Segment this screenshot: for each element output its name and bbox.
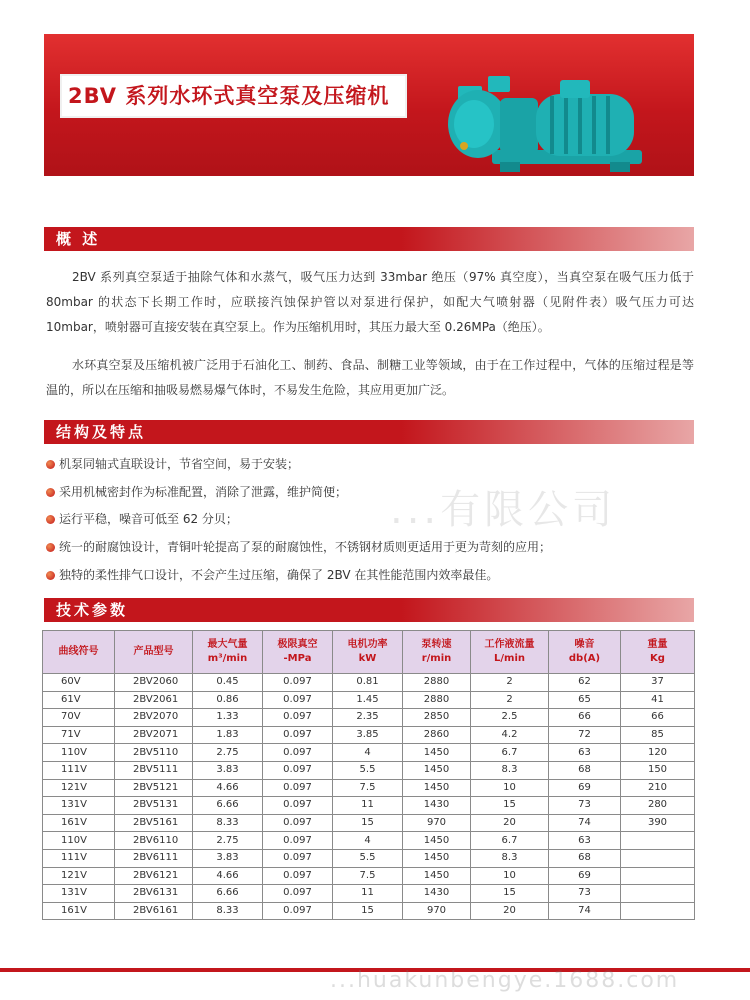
table-cell: 1450	[403, 761, 471, 779]
table-cell: 0.097	[263, 726, 333, 744]
table-row	[43, 814, 695, 832]
table-row	[43, 761, 695, 779]
table-row	[43, 691, 695, 709]
table-cell: 121V	[43, 779, 115, 797]
table-cell: 2880	[403, 674, 471, 692]
footer-watermark: ...huakunbengye.1688.com	[330, 968, 680, 993]
table-cell: 8.3	[471, 849, 549, 867]
table-cell: 10	[471, 867, 549, 885]
table-cell: 20	[471, 814, 549, 832]
table-cell: 210	[621, 779, 695, 797]
table-cell: 6.66	[193, 885, 263, 903]
table-row	[43, 726, 695, 744]
table-cell: 0.86	[193, 691, 263, 709]
table-cell: 161V	[43, 902, 115, 920]
feature-item: 统一的耐腐蚀设计，青铜叶轮提高了泵的耐腐蚀性，不锈钢材质则更适用于更为苛刻的应用；	[46, 535, 696, 559]
table-cell: 66	[621, 709, 695, 727]
specs-heading-bar	[44, 598, 694, 622]
table-cell: 85	[621, 726, 695, 744]
table-cell: 5.5	[333, 761, 403, 779]
table-cell: 1450	[403, 867, 471, 885]
table-cell: 2880	[403, 691, 471, 709]
table-cell: 15	[333, 902, 403, 920]
table-row	[43, 849, 695, 867]
table-cell: 15	[471, 885, 549, 903]
table-cell: 0.097	[263, 691, 333, 709]
table-cell: 2BV6131	[115, 885, 193, 903]
table-cell: 41	[621, 691, 695, 709]
table-cell: 2BV5121	[115, 779, 193, 797]
table-cell: 2BV6110	[115, 832, 193, 850]
table-cell: 1.83	[193, 726, 263, 744]
table-cell: 0.45	[193, 674, 263, 692]
table-cell: 68	[549, 849, 621, 867]
table-cell: 2BV2070	[115, 709, 193, 727]
features-heading: 结构及特点	[56, 423, 147, 441]
specs-table	[42, 630, 695, 920]
table-row	[43, 744, 695, 762]
overview-paragraph-1: 2BV 系列真空泵适于抽除气体和水蒸气，吸气压力达到 33mbar 绝压（97% 真空度），当真空泵在吸气压力低于 80mbar 的状态下长期工作时，应联接汽蚀保护管以对泵进行保护，如配大气喷射器（见附件表）吸气压力可达 10mbar，喷射器可直接安装在真空泵上。作为压缩机用时，其压力最大至 0.26MPa（绝压）。	[46, 270, 694, 334]
table-cell	[621, 902, 695, 920]
table-cell: 161V	[43, 814, 115, 832]
table-cell: 74	[549, 814, 621, 832]
table-cell: 0.097	[263, 674, 333, 692]
table-cell: 0.097	[263, 744, 333, 762]
table-cell: 63	[549, 744, 621, 762]
table-cell: 2	[471, 674, 549, 692]
table-cell: 2BV5131	[115, 797, 193, 815]
table-cell: 0.097	[263, 885, 333, 903]
table-cell: 15	[333, 814, 403, 832]
table-cell: 0.097	[263, 832, 333, 850]
bullet-icon	[46, 543, 55, 552]
table-cell: 5.5	[333, 849, 403, 867]
table-cell: 0.097	[263, 902, 333, 920]
column-header: 工作液流量 L/min	[471, 631, 549, 674]
table-cell: 65	[549, 691, 621, 709]
table-cell: 62	[549, 674, 621, 692]
table-cell: 72	[549, 726, 621, 744]
pump-illustration	[440, 58, 650, 176]
table-cell	[621, 885, 695, 903]
feature-item: 采用机械密封作为标准配置，消除了泄露，维护简便；	[46, 480, 696, 504]
feature-item: 运行平稳，噪音可低至 62 分贝；	[46, 507, 696, 531]
table-cell: 2BV6161	[115, 902, 193, 920]
table-cell: 1430	[403, 797, 471, 815]
table-cell: 2.35	[333, 709, 403, 727]
table-row	[43, 797, 695, 815]
column-header: 电机功率 kW	[333, 631, 403, 674]
table-cell: 0.097	[263, 761, 333, 779]
table-cell: 7.5	[333, 867, 403, 885]
table-cell: 11	[333, 797, 403, 815]
table-cell: 8.33	[193, 902, 263, 920]
table-cell: 11	[333, 885, 403, 903]
table-cell: 69	[549, 779, 621, 797]
table-cell: 20	[471, 902, 549, 920]
table-cell: 111V	[43, 849, 115, 867]
column-header: 泵转速 r/min	[403, 631, 471, 674]
overview-heading: 概 述	[56, 230, 101, 248]
table-cell: 4	[333, 832, 403, 850]
table-cell: 121V	[43, 867, 115, 885]
table-cell: 131V	[43, 885, 115, 903]
table-cell: 2.75	[193, 832, 263, 850]
table-row	[43, 885, 695, 903]
overview-paragraph-2: 水环真空泵及压缩机被广泛用于石油化工、制药、食品、制糖工业等领域，由于在工作过程中，气体的压缩过程是等温的，所以在压缩和抽吸易燃易爆气体时，不易发生危险，其应用更加广泛。	[46, 358, 694, 397]
table-cell: 68	[549, 761, 621, 779]
table-row	[43, 902, 695, 920]
table-cell: 110V	[43, 744, 115, 762]
table-cell: 73	[549, 797, 621, 815]
table-row	[43, 832, 695, 850]
table-row	[43, 867, 695, 885]
table-cell: 6.66	[193, 797, 263, 815]
table-cell: 4.2	[471, 726, 549, 744]
table-cell: 280	[621, 797, 695, 815]
table-cell: 74	[549, 902, 621, 920]
specs-heading: 技术参数	[56, 601, 129, 619]
table-cell: 60V	[43, 674, 115, 692]
table-cell: 131V	[43, 797, 115, 815]
table-cell: 7.5	[333, 779, 403, 797]
bullet-icon	[46, 460, 55, 469]
overview-heading-bar	[44, 227, 694, 251]
table-cell: 4	[333, 744, 403, 762]
table-cell: 0.097	[263, 849, 333, 867]
feature-item: 机泵同轴式直联设计，节省空间，易于安装；	[46, 452, 696, 476]
table-cell: 2.5	[471, 709, 549, 727]
table-cell: 15	[471, 797, 549, 815]
bullet-icon	[46, 515, 55, 524]
table-cell: 0.097	[263, 779, 333, 797]
table-cell: 8.33	[193, 814, 263, 832]
table-cell: 73	[549, 885, 621, 903]
column-header: 极限真空 -MPa	[263, 631, 333, 674]
table-cell: 1.33	[193, 709, 263, 727]
table-cell: 6.7	[471, 744, 549, 762]
table-cell	[621, 867, 695, 885]
column-header: 产品型号	[115, 631, 193, 674]
column-header: 重量 Kg	[621, 631, 695, 674]
table-cell: 37	[621, 674, 695, 692]
table-cell: 0.097	[263, 867, 333, 885]
table-cell: 70V	[43, 709, 115, 727]
table-cell: 2BV2071	[115, 726, 193, 744]
table-cell: 970	[403, 814, 471, 832]
table-cell: 970	[403, 902, 471, 920]
table-cell: 150	[621, 761, 695, 779]
table-cell: 4.66	[193, 779, 263, 797]
table-cell: 0.097	[263, 797, 333, 815]
table-cell: 2BV5161	[115, 814, 193, 832]
table-cell: 2BV5111	[115, 761, 193, 779]
column-header: 噪音 db(A)	[549, 631, 621, 674]
table-cell: 0.81	[333, 674, 403, 692]
table-cell: 66	[549, 709, 621, 727]
table-cell: 3.83	[193, 849, 263, 867]
table-row	[43, 709, 695, 727]
table-cell: 1450	[403, 779, 471, 797]
column-header: 最大气量 m³/min	[193, 631, 263, 674]
features-heading-bar	[44, 420, 694, 444]
table-cell: 2BV6111	[115, 849, 193, 867]
table-cell: 0.097	[263, 709, 333, 727]
table-cell: 1430	[403, 885, 471, 903]
table-cell: 2BV2061	[115, 691, 193, 709]
table-cell: 3.85	[333, 726, 403, 744]
table-cell: 390	[621, 814, 695, 832]
table-cell: 2BV2060	[115, 674, 193, 692]
table-cell: 111V	[43, 761, 115, 779]
table-cell: 2BV6121	[115, 867, 193, 885]
table-cell: 71V	[43, 726, 115, 744]
table-cell	[621, 832, 695, 850]
table-cell: 10	[471, 779, 549, 797]
bullet-icon	[46, 488, 55, 497]
table-cell: 2	[471, 691, 549, 709]
column-header: 曲线符号	[43, 631, 115, 674]
table-cell: 2850	[403, 709, 471, 727]
table-cell: 2BV5110	[115, 744, 193, 762]
table-cell: 1450	[403, 849, 471, 867]
table-cell: 120	[621, 744, 695, 762]
table-cell	[621, 849, 695, 867]
watermark: ...有限公司	[390, 487, 617, 533]
table-cell: 1450	[403, 744, 471, 762]
table-cell: 3.83	[193, 761, 263, 779]
table-cell: 110V	[43, 832, 115, 850]
table-cell: 1.45	[333, 691, 403, 709]
specs-header-row	[43, 631, 695, 674]
table-cell: 0.097	[263, 814, 333, 832]
table-cell: 6.7	[471, 832, 549, 850]
table-cell: 61V	[43, 691, 115, 709]
table-cell: 1450	[403, 832, 471, 850]
table-cell: 2.75	[193, 744, 263, 762]
table-row	[43, 779, 695, 797]
table-cell: 4.66	[193, 867, 263, 885]
table-cell: 8.3	[471, 761, 549, 779]
feature-item: 独特的柔性排气口设计，不会产生过压缩，确保了 2BV 在其性能范围内效率最佳。	[46, 563, 696, 587]
bullet-icon	[46, 571, 55, 580]
table-cell: 2860	[403, 726, 471, 744]
table-row	[43, 674, 695, 692]
page-title: 2BV 系列水环式真空泵及压缩机	[60, 74, 407, 118]
table-cell: 69	[549, 867, 621, 885]
table-cell: 63	[549, 832, 621, 850]
